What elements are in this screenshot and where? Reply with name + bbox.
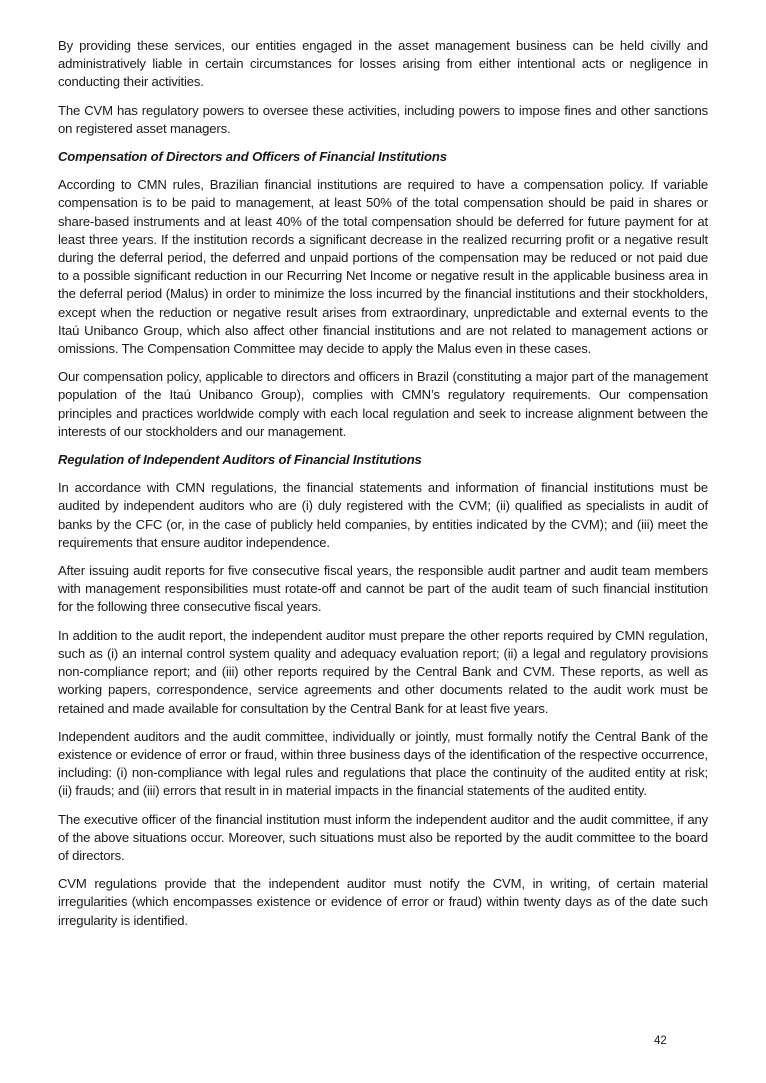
paragraph-cmn-compensation-rules: According to CMN rules, Brazilian financial institutions are required to have a compensation policy. If variable compensation is to be paid to management, at least 50% of the total compensation should be paid in shares or share-based instruments and at least 40% of the total compensation should be deferred for future payment for at least three years. If the institution records a significant decrease in the realized recurring profit or a negative result during the deferral period, the deferred and unpaid portions of the compensation may be reduced or not paid due to a possible significant reduction in our Recurring Net Income or negative result in the applicable business area in the deferral period (Malus) in order to minimize the loss incurred by the financial institutions and their stockholders, except when the reduction or negative result arises from extraordinary, unpredictable and external events to the Itaú Unibanco Group, which also affect other financial institutions and are not related to management actions or omissions. The Compensation Committee may decide to apply the Malus even in these cases.: [58, 177, 708, 357]
section-heading-compensation: Compensation of Directors and Officers of Financial Institutions: [58, 149, 447, 165]
paragraph-asset-management-liability: By providing these services, our entities engaged in the asset management business can be held civilly and administratively liable in certain circumstances for losses arising from either intentional acts or negligence in conducting their activities.: [58, 38, 708, 90]
paragraph-compensation-policy: Our compensation policy, applicable to directors and officers in Brazil (constituting a major part of the management population of the Itaú Unibanco Group), complies with CMN’s regulatory requirements. Our compensation principles and practices worldwide comply with each local regulation and seek to increase alignment between the interests of our stockholders and our management.: [58, 369, 708, 439]
paragraph-cvm-regulatory-powers: The CVM has regulatory powers to oversee these activities, including powers to impose fines and other sanctions on registered asset managers.: [58, 102, 708, 136]
paragraph-executive-officer-duty: The executive officer of the financial institution must inform the independent auditor and the audit committee, if any of the above situations occur. Moreover, such situations must also be reported by the audit committee to the board of directors.: [58, 811, 708, 863]
paragraph-auditor-requirements: In accordance with CMN regulations, the financial statements and information of financial institutions must be audited by independent auditors who are (i) duly registered with the CVM; (ii) qualified as specialists in audit of banks by the CFC (or, in the case of publicly held companies, by entities indicated by the CVM); and (iii) meet the requirements that ensure auditor independence.: [58, 480, 708, 550]
section-heading-independent-auditors: Regulation of Independent Auditors of Financial Institutions: [58, 452, 422, 468]
paragraph-error-fraud-notification: Independent auditors and the audit committee, individually or jointly, must formally notify the Central Bank of the existence or evidence of error or fraud, within three business days of the identification of the respective occurrence, including: (i) non-compliance with legal rules and regulations that place the continuity of the audited entity at risk; (ii) frauds; and (iii) errors that result in in material impacts in the financial statements of the audited entity.: [58, 728, 708, 799]
paragraph-cvm-irregularity-notice: CVM regulations provide that the independent auditor must notify the CVM, in writing, of certain material irregularities (which encompasses existence or evidence of error or fraud) within twenty days as of the date such irregularity is identified.: [58, 876, 708, 928]
paragraph-auditor-rotation: After issuing audit reports for five consecutive fiscal years, the responsible audit partner and audit team members with management responsibilities must rotate-off and cannot be part of the audit team of such financial institution for the following three consecutive fiscal years.: [58, 563, 708, 615]
paragraph-auditor-reports: In addition to the audit report, the independent auditor must prepare the other reports required by CMN regulation, such as (i) an internal control system quality and adequacy evaluation report; (ii) a legal and regulatory provisions non-compliance report; and (iii) other reports required by the Central Bank and CVM. These reports, as well as working papers, correspondence, service agreements and other documents related to the audit work must be retained and made available for consultation by the Central Bank for at least five years.: [58, 627, 708, 716]
document-page: [58, 37, 708, 940]
page-number: 42: [654, 1035, 667, 1047]
